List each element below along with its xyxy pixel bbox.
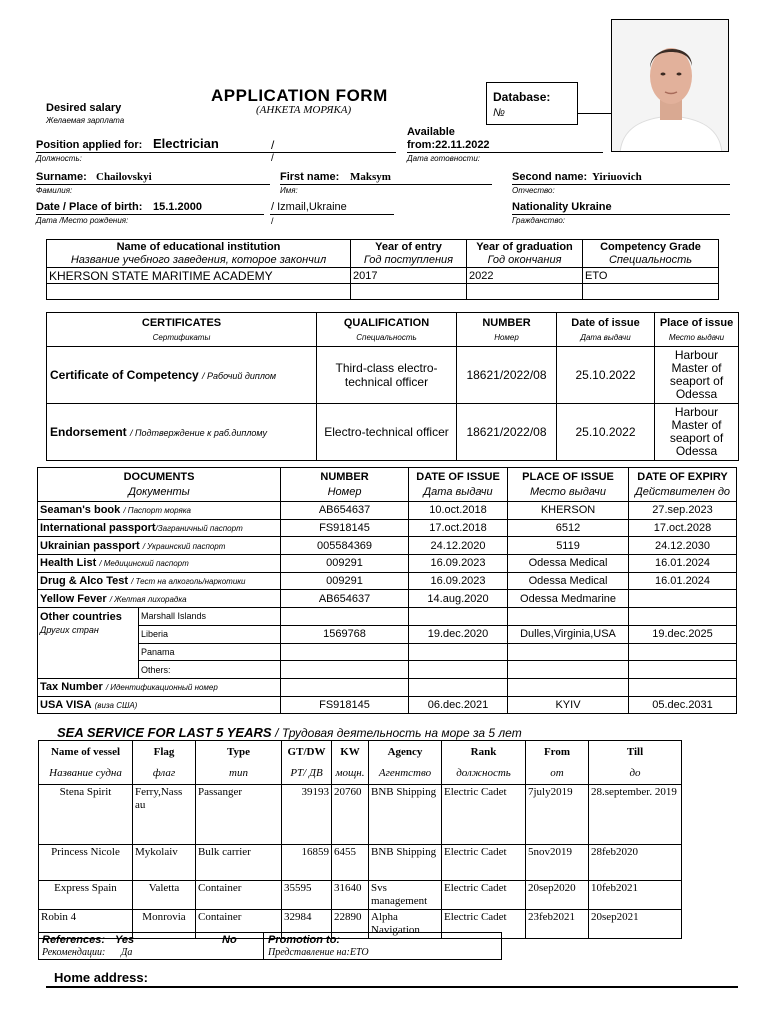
sea-service-row: Princess Nicole Mykolaiv Bulk carrier 16859 6455 BNB Shipping Electric Cadet 5nov2019 28feb2020 bbox=[39, 845, 682, 881]
available-from: from:22.11.2022 bbox=[407, 139, 490, 151]
position-value: Electrician bbox=[153, 136, 219, 151]
desired-salary-label: Desired salary bbox=[46, 102, 122, 114]
document-row: Drug & Alco Test / Тест на алкоголь/наркотики 009291 16.09.2023 Odessa Medical 16.01.2024 bbox=[38, 572, 737, 590]
education-header-ru: Название учебного заведения, которое закончил Год поступления Год окончания Специальность bbox=[47, 254, 719, 268]
position-ru: Должность: bbox=[36, 154, 82, 163]
document-row: Ukrainian passport / Украинский паспорт 005584369 24.12.2020 5119 24.12.2030 bbox=[38, 537, 737, 555]
sea-service-heading: SEA SERVICE FOR LAST 5 YEARS / Трудовая деятельность на море за 5 лет bbox=[57, 725, 522, 740]
document-row: Seaman's book / Паспорт моряка AB654637 10.oct.2018 KHERSON 27.sep.2023 bbox=[38, 502, 737, 520]
document-row: Health List / Медицинский паспорт 009291 16.09.2023 Odessa Medical 16.01.2024 bbox=[38, 555, 737, 573]
certificates-table bbox=[46, 312, 739, 461]
sea-service-row: Express Spain Valetta Container 35595 31640 Svs management Electric Cadet 20sep2020 10feb2021 bbox=[39, 881, 682, 910]
surname-ru: Фамилия: bbox=[36, 186, 73, 195]
usa-visa-row: USA VISA (виза США) FS918145 06.dec.2021 KYIV 05.dec.2031 bbox=[38, 696, 737, 714]
document-row: Yellow Fever / Желтая лихорадка AB654637 14.aug.2020 Odessa Medmarine bbox=[38, 590, 737, 608]
dob-value: 15.1.2000 bbox=[153, 201, 202, 213]
firstname-value: Maksym bbox=[350, 171, 391, 183]
secondname-label: Second name: bbox=[512, 171, 588, 183]
certificates-header: CERTIFICATES Сертификаты QUALIFICATION Специальность NUMBER Номер Date of issue Дата выдачи Place of issue Место выдачи bbox=[47, 313, 739, 347]
education-header-en: Name of educational institution Year of entry Year of graduation Competency Grade bbox=[47, 240, 719, 254]
documents-table bbox=[37, 467, 737, 714]
references-no: No bbox=[222, 934, 237, 946]
surname-label: Surname: bbox=[36, 171, 87, 183]
database-number: № bbox=[493, 107, 505, 119]
document-row: International passport/Заграничный паспорт FS918145 17.oct.2018 6512 17.oct.2028 bbox=[38, 519, 737, 537]
available-ru: Дата готовности: bbox=[407, 154, 481, 163]
secondname-ru: Отчество: bbox=[512, 186, 555, 195]
other-country-row: Other countries Других стран Marshall Islands bbox=[38, 608, 737, 626]
references-box: References: Yes No Рекомендации: Да bbox=[38, 932, 264, 960]
available-label: Available bbox=[407, 126, 455, 138]
sea-service-header: Name of vessel Название судна Flag флаг Type тип GT/DW РТ/ ДВ KW мощн. Agency Агентство Rank должность From от Till до bbox=[39, 741, 682, 785]
dob-ru: Дата /Место рождения: bbox=[36, 216, 129, 225]
pob-value: / Izmail,Ukraine bbox=[271, 201, 347, 213]
certificate-row: Endorsement / Подтверждение к раб.диплому Electro-technical officer 18621/2022/08 25.10.2022 Harbour Master of seaport of Odessa bbox=[47, 404, 739, 461]
education-table bbox=[46, 239, 719, 300]
desired-salary-ru: Желаемая зарплата bbox=[46, 116, 125, 125]
home-address-label: Home address: bbox=[54, 970, 148, 985]
education-row-empty bbox=[47, 284, 719, 300]
surname-value: Chailovskyi bbox=[96, 171, 152, 183]
form-title: APPLICATION FORM bbox=[211, 86, 388, 105]
documents-header: DOCUMENTS Документы NUMBER Номер DATE OF ISSUE Дата выдачи PLACE OF ISSUE Место выдачи DATE OF EXPIRY Действителен до bbox=[38, 468, 737, 502]
tax-number-row: Tax Number / Идентификационный номер bbox=[38, 678, 737, 696]
firstname-label: First name: bbox=[280, 171, 340, 183]
sea-service-row: Stena Spirit Ferry,Nass au Passanger 39193 20760 BNB Shipping Electric Cadet 7july2019 28.september. 2019 bbox=[39, 785, 682, 845]
certificate-row: Certificate of Competency / Рабочий диплом Third-class electro-technical officer 18621/2022/08 25.10.2022 Harbour Master of seaport of Odessa bbox=[47, 347, 739, 404]
education-row: KHERSON STATE MARITIME ACADEMY 2017 2022 ETO bbox=[47, 268, 719, 284]
sea-service-table bbox=[38, 740, 682, 939]
database-connector bbox=[578, 113, 612, 114]
position-label: Position applied for: bbox=[36, 139, 143, 151]
nationality-ru: Гражданство: bbox=[512, 216, 566, 225]
other-country-row: Liberia 1569768 19.dec.2020 Dulles,Virginia,USA 19.dec.2025 bbox=[38, 625, 737, 643]
database-label: Database: bbox=[493, 90, 551, 104]
dob-label: Date / Place of birth: bbox=[36, 201, 143, 213]
promotion-box: Promotion to: Представление на:ETO bbox=[264, 932, 502, 960]
nationality-value: Nationality Ukraine bbox=[512, 201, 612, 213]
home-address-line bbox=[46, 986, 738, 988]
other-country-row: Others: bbox=[38, 661, 737, 679]
sea-service-row: Robin 4 Monrovia Container 32984 22890 Alpha Navigation Electric Cadet 23feb2021 20sep2021 bbox=[39, 910, 682, 939]
references-yes: Yes bbox=[115, 934, 135, 946]
form-subtitle: (АНКЕТА МОРЯКА) bbox=[256, 104, 352, 116]
secondname-value: Yiriuovich bbox=[592, 171, 642, 183]
firstname-ru: Имя: bbox=[280, 186, 298, 195]
applicant-photo bbox=[611, 19, 729, 152]
person-photo-icon bbox=[612, 20, 729, 152]
database-box bbox=[486, 82, 578, 125]
other-country-row: Panama bbox=[38, 643, 737, 661]
position-slash: / bbox=[271, 138, 275, 152]
